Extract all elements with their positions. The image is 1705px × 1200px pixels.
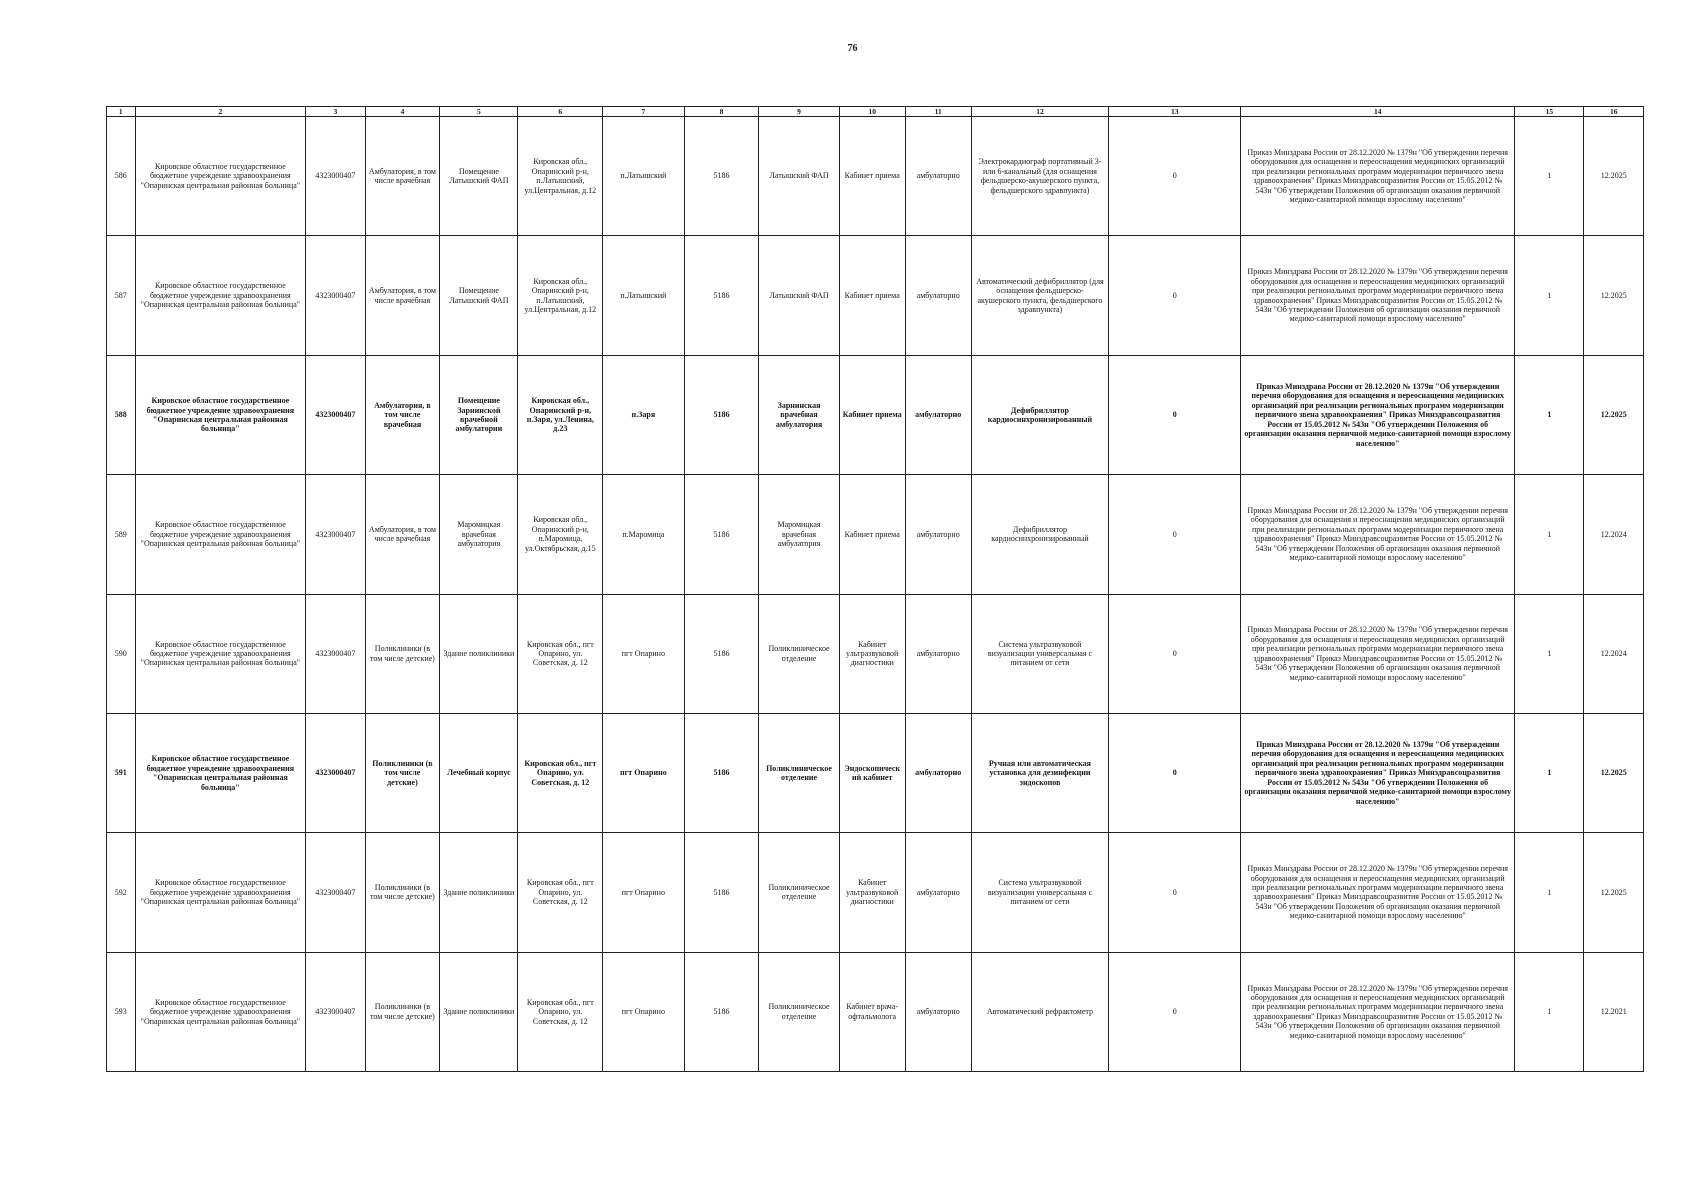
unit-name: Поликлиническое отделение [759,713,839,832]
code: 5186 [684,833,759,952]
table-row [107,475,1644,594]
settlement: п.Заря [603,355,684,474]
column-number: 2 [135,107,306,117]
unit-name: Поликлиническое отделение [759,952,839,1071]
quantity-available: 0 [1109,236,1241,355]
room-name: Кабинет ультразвуковой диагностики [839,833,905,952]
facility-type: Поликлиники (в том числе детские) [365,833,440,952]
equipment-name: Система ультразвуковой визуализации универсальная с питанием от сети [971,833,1109,952]
table-row [107,117,1644,236]
facility-type: Поликлиники (в том числе детские) [365,594,440,713]
organization-name: Кировское областное государственное бюджетное учреждение здравоохранения "Опаринская центральная районная больница" [135,117,306,236]
room-name: Кабинет приема [839,117,905,236]
equipment-name: Автоматический дефибриллятор (для оснащения фельдшерско-акушерского пункта, фельдшерского здравпункта) [971,236,1109,355]
column-number: 13 [1109,107,1241,117]
due-date: 12.2025 [1584,713,1644,832]
code: 5186 [684,117,759,236]
premises-name: Маромицкая врачебная амбулатория [440,475,518,594]
address: Кировская обл., Опаринский р-н, п.Маромица, ул.Октябрьская, д.15 [518,475,603,594]
due-date: 12.2024 [1584,475,1644,594]
inn-code: 4323000407 [306,236,365,355]
address: Кировская обл., Опаринский р-н, п.Латышский, ул.Центральная, д.12 [518,117,603,236]
page-number: 76 [847,43,858,54]
equipment-name: Система ультразвуковой визуализации универсальная с питанием от сети [971,594,1109,713]
legal-basis: Приказ Минздрава России от 28.12.2020 № 1379н "Об утверждении перечня оборудования для оснащения и переоснащения медицинских организаций при реализации региональных программ модернизации первичного звена здравоохранения" Приказ Минздравсоцразвития России от 15.05.2012 № 543н "Об утверждении Положения об организации оказания первичной медико-санитарной помощи взрослому населению" [1241,355,1515,474]
organization-name: Кировское областное государственное бюджетное учреждение здравоохранения "Опаринская центральная районная больница" [135,713,306,832]
quantity-required: 1 [1515,355,1584,474]
inn-code: 4323000407 [306,355,365,474]
address: Кировская обл., Опаринский р-н, п.Заря, ул.Ленина, д.23 [518,355,603,474]
inn-code: 4323000407 [306,952,365,1071]
code: 5186 [684,952,759,1071]
quantity-available: 0 [1109,952,1241,1071]
row-number: 586 [107,117,136,236]
column-number: 10 [839,107,905,117]
organization-name: Кировское областное государственное бюджетное учреждение здравоохранения "Опаринская центральная районная больница" [135,594,306,713]
unit-name: Латышский ФАП [759,117,839,236]
row-number: 590 [107,594,136,713]
facility-type: Амбулатория, в том числе врачебная [365,355,440,474]
facility-type: Поликлиники (в том числе детские) [365,713,440,832]
column-number: 9 [759,107,839,117]
organization-name: Кировское областное государственное бюджетное учреждение здравоохранения "Опаринская центральная районная больница" [135,355,306,474]
quantity-available: 0 [1109,117,1241,236]
equipment-name: Электрокардиограф портативный 3- или 6-канальный (для оснащения фельдшерско-акушерского пункта, фельдшерского здравпункта) [971,117,1109,236]
settlement: п.Латышский [603,117,684,236]
address: Кировская обл., пгт Опарино, ул. Советская, д. 12 [518,594,603,713]
table-row [107,594,1644,713]
unit-name: Поликлиническое отделение [759,833,839,952]
inn-code: 4323000407 [306,117,365,236]
settlement: п.Латышский [603,236,684,355]
row-number: 587 [107,236,136,355]
premises-name: Здание поликлиники [440,594,518,713]
quantity-required: 1 [1515,713,1584,832]
room-name: Кабинет приема [839,236,905,355]
quantity-required: 1 [1515,117,1584,236]
organization-name: Кировское областное государственное бюджетное учреждение здравоохранения "Опаринская центральная районная больница" [135,833,306,952]
care-mode: амбулаторно [905,594,971,713]
column-number: 8 [684,107,759,117]
column-number: 11 [905,107,971,117]
legal-basis: Приказ Минздрава России от 28.12.2020 № 1379н "Об утверждении перечня оборудования для оснащения и переоснащения медицинских организаций при реализации региональных программ модернизации первичного звена здравоохранения" Приказ Минздравсоцразвития России от 15.05.2012 № 543н "Об утверждении Положения об организации оказания первичной медико-санитарной помощи взрослому населению" [1241,236,1515,355]
quantity-available: 0 [1109,355,1241,474]
legal-basis: Приказ Минздрава России от 28.12.2020 № 1379н "Об утверждении перечня оборудования для оснащения и переоснащения медицинских организаций при реализации региональных программ модернизации первичного звена здравоохранения" Приказ Минздравсоцразвития России от 15.05.2012 № 543н "Об утверждении Положения об организации оказания первичной медико-санитарной помощи взрослому населению" [1241,475,1515,594]
room-name: Кабинет врача-офтальмолога [839,952,905,1071]
facility-type: Амбулатория, в том числе врачебная [365,475,440,594]
room-name: Кабинет приема [839,355,905,474]
table-row [107,355,1644,474]
settlement: пгт Опарино [603,713,684,832]
settlement: пгт Опарино [603,833,684,952]
row-number: 593 [107,952,136,1071]
address: Кировская обл., пгт Опарино, ул. Советская, д. 12 [518,833,603,952]
inn-code: 4323000407 [306,833,365,952]
column-number: 16 [1584,107,1644,117]
legal-basis: Приказ Минздрава России от 28.12.2020 № 1379н "Об утверждении перечня оборудования для оснащения и переоснащения медицинских организаций при реализации региональных программ модернизации первичного звена здравоохранения" Приказ Минздравсоцразвития России от 15.05.2012 № 543н "Об утверждении Положения об организации оказания первичной медико-санитарной помощи взрослому населению" [1241,594,1515,713]
address: Кировская обл., пгт Опарино, ул. Советская, д. 12 [518,713,603,832]
inn-code: 4323000407 [306,713,365,832]
equipment-name: Автоматический рефрактометр [971,952,1109,1071]
care-mode: амбулаторно [905,355,971,474]
table-row [107,833,1644,952]
care-mode: амбулаторно [905,713,971,832]
legal-basis: Приказ Минздрава России от 28.12.2020 № 1379н "Об утверждении перечня оборудования для оснащения и переоснащения медицинских организаций при реализации региональных программ модернизации первичного звена здравоохранения" Приказ Минздравсоцразвития России от 15.05.2012 № 543н "Об утверждении Положения об организации оказания первичной медико-санитарной помощи взрослому населению" [1241,117,1515,236]
unit-name: Латышский ФАП [759,236,839,355]
due-date: 12.2024 [1584,594,1644,713]
settlement: пгт Опарино [603,594,684,713]
premises-name: Здание поликлиники [440,833,518,952]
premises-name: Помещение Латышский ФАП [440,117,518,236]
room-name: Кабинет приема [839,475,905,594]
equipment-name: Дефибриллятор кардиосинхронизированный [971,355,1109,474]
premises-name: Лечебный корпус [440,713,518,832]
quantity-available: 0 [1109,713,1241,832]
due-date: 12.2021 [1584,952,1644,1071]
due-date: 12.2025 [1584,236,1644,355]
care-mode: амбулаторно [905,117,971,236]
settlement: пгт Опарино [603,952,684,1071]
column-number: 1 [107,107,136,117]
row-number: 591 [107,713,136,832]
code: 5186 [684,475,759,594]
due-date: 12.2025 [1584,355,1644,474]
settlement: п.Маромица [603,475,684,594]
premises-name: Здание поликлиники [440,952,518,1071]
code: 5186 [684,713,759,832]
quantity-available: 0 [1109,594,1241,713]
care-mode: амбулаторно [905,952,971,1071]
quantity-required: 1 [1515,236,1584,355]
due-date: 12.2025 [1584,117,1644,236]
quantity-available: 0 [1109,475,1241,594]
row-number: 588 [107,355,136,474]
quantity-required: 1 [1515,594,1584,713]
care-mode: амбулаторно [905,833,971,952]
column-number: 5 [440,107,518,117]
facility-type: Амбулатория, в том числе врачебная [365,117,440,236]
premises-name: Помещение Латышский ФАП [440,236,518,355]
care-mode: амбулаторно [905,236,971,355]
column-number: 4 [365,107,440,117]
legal-basis: Приказ Минздрава России от 28.12.2020 № 1379н "Об утверждении перечня оборудования для оснащения и переоснащения медицинских организаций при реализации региональных программ модернизации первичного звена здравоохранения" Приказ Минздравсоцразвития России от 15.05.2012 № 543н "Об утверждении Положения об организации оказания первичной медико-санитарной помощи взрослому населению" [1241,833,1515,952]
column-number: 3 [306,107,365,117]
unit-name: Зарнинская врачебная амбулатория [759,355,839,474]
table-row [107,236,1644,355]
column-number: 14 [1241,107,1515,117]
room-name: Эндоскопический кабинет [839,713,905,832]
code: 5186 [684,594,759,713]
legal-basis: Приказ Минздрава России от 28.12.2020 № 1379н "Об утверждении перечня оборудования для оснащения и переоснащения медицинских организаций при реализации региональных программ модернизации первичного звена здравоохранения" Приказ Минздравсоцразвития России от 15.05.2012 № 543н "Об утверждении Положения об организации оказания первичной медико-санитарной помощи взрослому населению" [1241,952,1515,1071]
room-name: Кабинет ультразвуковой диагностики [839,594,905,713]
due-date: 12.2025 [1584,833,1644,952]
organization-name: Кировское областное государственное бюджетное учреждение здравоохранения "Опаринская центральная районная больница" [135,952,306,1071]
legal-basis: Приказ Минздрава России от 28.12.2020 № 1379н "Об утверждении перечня оборудования для оснащения и переоснащения медицинских организаций при реализации региональных программ модернизации первичного звена здравоохранения" Приказ Минздравсоцразвития России от 15.05.2012 № 543н "Об утверждении Положения об организации оказания первичной медико-санитарной помощи взрослому населению" [1241,713,1515,832]
table-row [107,952,1644,1071]
row-number: 589 [107,475,136,594]
column-number-row [107,107,1644,117]
column-number: 6 [518,107,603,117]
row-number: 592 [107,833,136,952]
organization-name: Кировское областное государственное бюджетное учреждение здравоохранения "Опаринская центральная районная больница" [135,236,306,355]
premises-name: Помещение Зарнинской врачебной амбулатории [440,355,518,474]
facility-type: Поликлиники (в том числе детские) [365,952,440,1071]
address: Кировская обл., пгт Опарино, ул. Советская, д. 12 [518,952,603,1071]
address: Кировская обл., Опаринский р-н, п.Латышский, ул.Центральная, д.12 [518,236,603,355]
equipment-table [106,106,1644,1072]
quantity-required: 1 [1515,833,1584,952]
column-number: 12 [971,107,1109,117]
quantity-required: 1 [1515,952,1584,1071]
quantity-required: 1 [1515,475,1584,594]
quantity-available: 0 [1109,833,1241,952]
column-number: 7 [603,107,684,117]
code: 5186 [684,355,759,474]
inn-code: 4323000407 [306,594,365,713]
facility-type: Амбулатория, в том числе врачебная [365,236,440,355]
code: 5186 [684,236,759,355]
column-number: 15 [1515,107,1584,117]
inn-code: 4323000407 [306,475,365,594]
table-row [107,713,1644,832]
unit-name: Поликлиническое отделение [759,594,839,713]
equipment-name: Ручная или автоматическая установка для дезинфекции эндоскопов [971,713,1109,832]
care-mode: амбулаторно [905,475,971,594]
equipment-name: Дефибриллятор кардиосинхронизированный [971,475,1109,594]
unit-name: Маромицкая врачебная амбулатория [759,475,839,594]
organization-name: Кировское областное государственное бюджетное учреждение здравоохранения "Опаринская центральная районная больница" [135,475,306,594]
